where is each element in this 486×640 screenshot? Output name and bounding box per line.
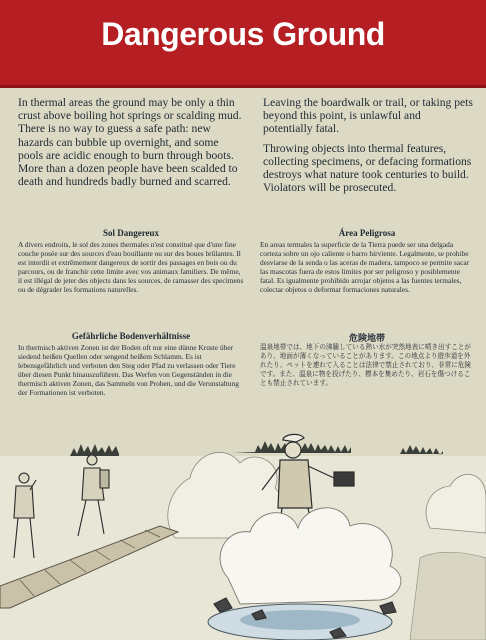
german-heading: Gefährliche Bodenverhältnisse [71, 331, 191, 341]
japanese-text: 温泉地帯では、地下の沸騰している熱い水が突然地表に噴き出すことがあり、地面が薄くなっていることがあります。この地点より遊歩道を外れたり、ペットを連れて入ることは法律で禁止されており、非常に危険です。また、温泉に物を投げたり、標本を集めたり、岩石を傷つけることも禁止されています。 [260, 343, 471, 387]
english-paragraph: Throwing objects into thermal features, collecting specimens, or defacing formations destroys what nature took centuries to build. Violators will be prosecuted. [263, 141, 472, 195]
english-paragraph: Leaving the boardwalk or trail, or taking pets beyond this point, is unlawful and potentially fatal. [263, 96, 473, 136]
japanese-heading: 危険地帯 [348, 333, 385, 343]
english-paragraph: In thermal areas the ground may be only a thin crust above boiling hot springs or scalding mud. There is no way to guess a safe path: new hazards can bubble up overnight, and some pools are acidic enough to burn through boots. More than a dozen people have been scalded to death and hundreds badly burned and scarred. [18, 96, 242, 189]
french-text: A divers endroits, le sol des zones thermales n'est constitué que d'une fine couche posée sur des sources d'eau bouillante ou sur des boues brûlantes. Il est interdit et extrêmement dangereux de sortir des passages en bois ou du parcours, ou de franchir cette limite avec vos animaux familiers. De même, il est illégal de jeter des objects dans les sources, de ramasser des specimens ou de dégrader les formations naturelles. [18, 240, 244, 294]
sign-title: Dangerous Ground [101, 16, 385, 52]
english-text-right [263, 96, 473, 200]
german-text: In thermisch aktiven Zonen ist der Boden oft nur eine dünne Kruste über siedend heißen Quellen oder sengend heißem Schlamm. Es ist lebensgefährlich und verboten den Steg oder Pfad zu verlassen oder Tiere über diesen Punkt hinauszuführen. Das Werfen von Gegenständen in die thermisch aktiven Zonen, das Sammeln von Proben, und die Verunstaltung der Formationen ist verboten. [18, 343, 239, 397]
ground-mound [410, 552, 486, 640]
english-text-left [18, 96, 244, 194]
title-banner [0, 0, 486, 88]
spanish-heading: Área Peligrosa [338, 228, 396, 238]
french-heading: Sol Dangereux [102, 228, 160, 238]
spanish-text: En areas termales la superficie de la Tierra puede ser una delgada corteza sobre un ojo caliente o barro hirviente. Legalmente, se prohibe desviarse de la senda o las aceras de madera, tampoco se permite sacar las mascotas fuera de estos limites por ser peligroso y posiblemente fatal. Es igualmente prohibido arrojar objetos a las fuentes termales, colectar objetos o deformar formaciones naturales. [260, 240, 470, 294]
hazard-illustration [0, 408, 486, 640]
